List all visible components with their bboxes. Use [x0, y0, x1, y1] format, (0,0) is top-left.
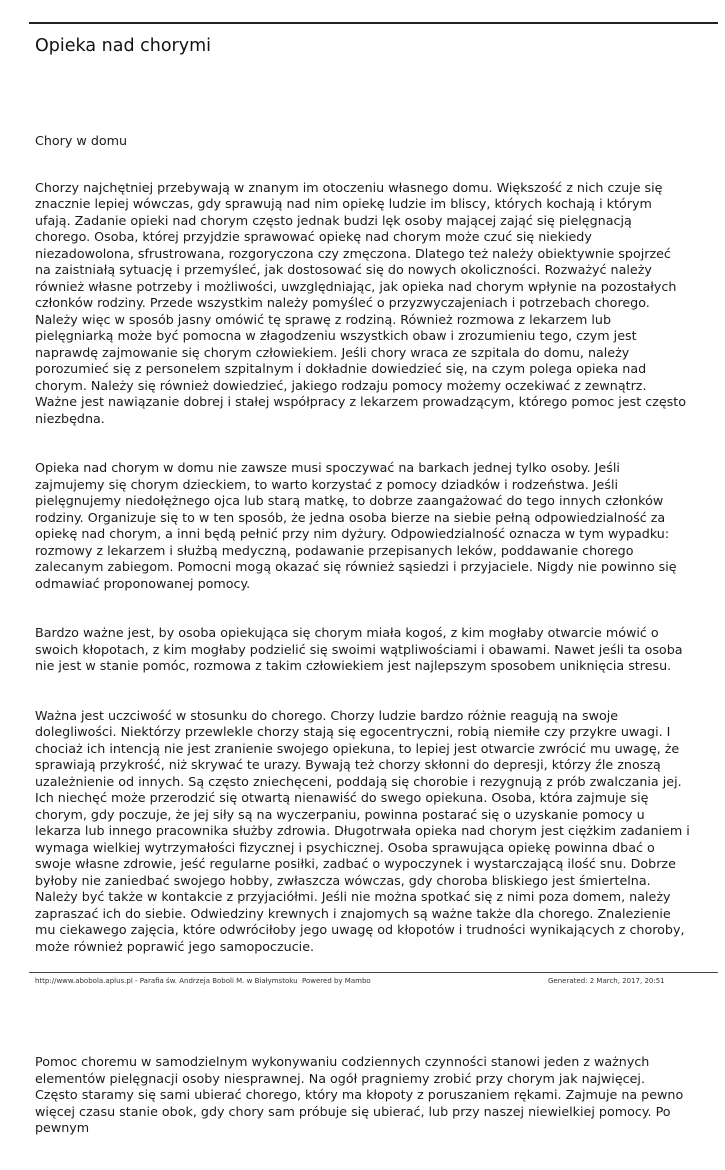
footer-powered-by: Powered by Mambo [302, 977, 371, 985]
page-title: Opieka nad chorymi [35, 36, 211, 56]
paragraph: Pomoc choremu w samodzielnym wykonywaniu codziennych czynności stanowi jeden z ważnych elementów pielęgnacji osoby niesprawnej. Na ogół pragniemy zrobić przy chorym jak najwięcej. Często staramy się sami ubierać chorego, który ma kłopoty z poruszaniem rękami. Zajmuje na pewno więcej czasu stanie obok, gdy chory sam próbuje się ubierać, lub przy naszej niewielkiej pomocy. Po pewnym [35, 1054, 684, 1135]
footer-rule [29, 972, 718, 973]
paragraph: Chorzy najchętniej przebywają w znanym im otoczeniu własnego domu. Większość z nich czuje się znacznie lepiej wówczas, gdy sprawują nad nim opiekę ludzie im bliscy, których kochają i którym ufają. Zadanie opieki nad chorym często jednak budzi lęk osoby mającej zająć się pielęgnacją chorego. Osoba, której przyjdzie sprawować opiekę nad chorym może czuć się niekiedy niezadowolona, sfrustrowana, rozgoryczona czy zmęczona. Dlatego też należy obiektywnie spojrzeć na zaistniałą sytuację i przemyśleć, jak dostosować się do nowych okoliczności. Rozważyć należy również własne potrzeby i możliwości, uwzględniając, jak opieka nad chorym wpłynie na pozostałych członków rodziny. Przede wszystkim należy pomyśleć o przyzwyczajeniach i potrzebach chorego. Należy więc w sposób jasny omówić tę sprawę z rodziną. Również rozmowa z lekarzem lub pielęgniarką może być pomocna w złagodzeniu wszystkich obaw i zrozumieniu tego, czym jest naprawdę zajmowanie się chorym człowiekiem. Jeśli chory wraca ze szpitala do domu, należy porozumieć się z personelem szpitalnym i dokładnie dowiedzieć się, na czym polega opieka nad chorym. Należy się również dowiedzieć, jakiego rodzaju pomocy możemy oczekiwać z zewnątrz. Ważne jest nawiązanie dobrej i stałej współpracy z lekarzem prowadzącym, którego pomoc jest często niezbędna. [35, 179, 687, 426]
paragraph: Ważna jest uczciwość w stosunku do chorego. Chorzy ludzie bardzo różnie reagują na swoje dolegliwości. Niektórzy przewlekle chorzy stają się egocentryczni, robią niemiłe czy przykre uwagi. I chociaż ich intencją nie jest zranienie swojego opiekuna, to lepiej jest otwarcie zwrócić mu uwagę, że sprawiają przykrość, niż skrywać te urazy. Bywają też chorzy skłonni do depresji, którzy źle znoszą uzależnienie od innych. Są często zniechęceni, poddają się chorobie i rezygnują z prób zwalczania jej. Ich niechęć może przerodzić się otwartą nienawiść do swego opiekuna. Osoba, która zajmuje się chorym, gdy poczuje, że jej siły są na wyczerpaniu, powinna postarać się o uzyskanie pomocy u lekarza lub innego pracownika służby zdrowia. Długotrwała opieka nad chorym jest ciężkim zadaniem i wymaga wielkiej wytrzymałości fizycznej i psychicznej. Osoba sprawująca opiekę powinna dbać o swoje własne zdrowie, jeść regularne posiłki, zadbać o wypoczynek i wystarczającą ilość snu. Dobrze byłoby nie zaniedbać swojego hobby, zwłaszcza wówczas, gdy choroba bliskiego jest śmiertelna. Należy być także w kontakcie z przyjaciółmi. Jeśli nie można spotkać się z nimi poza domem, należy zapraszać ich do siebie. Odwiedziny krewnych i znajomych są ważne także dla chorego. Znalezienie mu ciekawego zajęcia, które odwróciłoby jego uwagę od kłopotów i trudności wynikających z choroby, może również poprawić jego samopoczucie. [35, 707, 690, 954]
header-rule [29, 22, 718, 24]
paragraph: Bardzo ważne jest, by osoba opiekująca się chorym miała kogoś, z kim mogłaby otwarcie mówić o swoich kłopotach, z kim mogłaby podzielić się swoimi wątpliwościami i obawami. Nawet jeśli ta osoba nie jest w stanie pomóc, rozmowa z takim człowiekiem jest najlepszym sposobem uniknięcia stresu. [35, 625, 683, 673]
footer-generated-date: Generated: 2 March, 2017, 20:51 [548, 977, 665, 985]
footer-source-url: http://www.abobola.aplus.pl - Parafia św. Andrzeja Boboli M. w Białymstoku [35, 977, 298, 985]
section-subtitle: Chory w domu [35, 133, 128, 148]
paragraph: Opieka nad chorym w domu nie zawsze musi spoczywać na barkach jednej tylko osoby. Jeśli zajmujemy się chorym dzieckiem, to warto korzystać z pomocy dziadków i rodzeństwa. Jeśli pielęgnujemy niedołężnego ojca lub starą matkę, to dobrze zaangażować do tego innych członków rodziny. Organizuje się to w ten sposób, że jedna osoba bierze na siebie pełną odpowiedzialność za opiekę nad chorym, a inni będą pełnić przy nim dyżury. Odpowiedzialność oznacza w tym wypadku: rozmowy z lekarzem i służbą medyczną, podawanie przepisanych leków, poddawanie chorego zalecanym zabiegom. Pomocni mogą okazać się również sąsiedzi i przyjaciele. Nigdy nie powinno się odmawiać proponowanej pomocy. [35, 460, 677, 591]
